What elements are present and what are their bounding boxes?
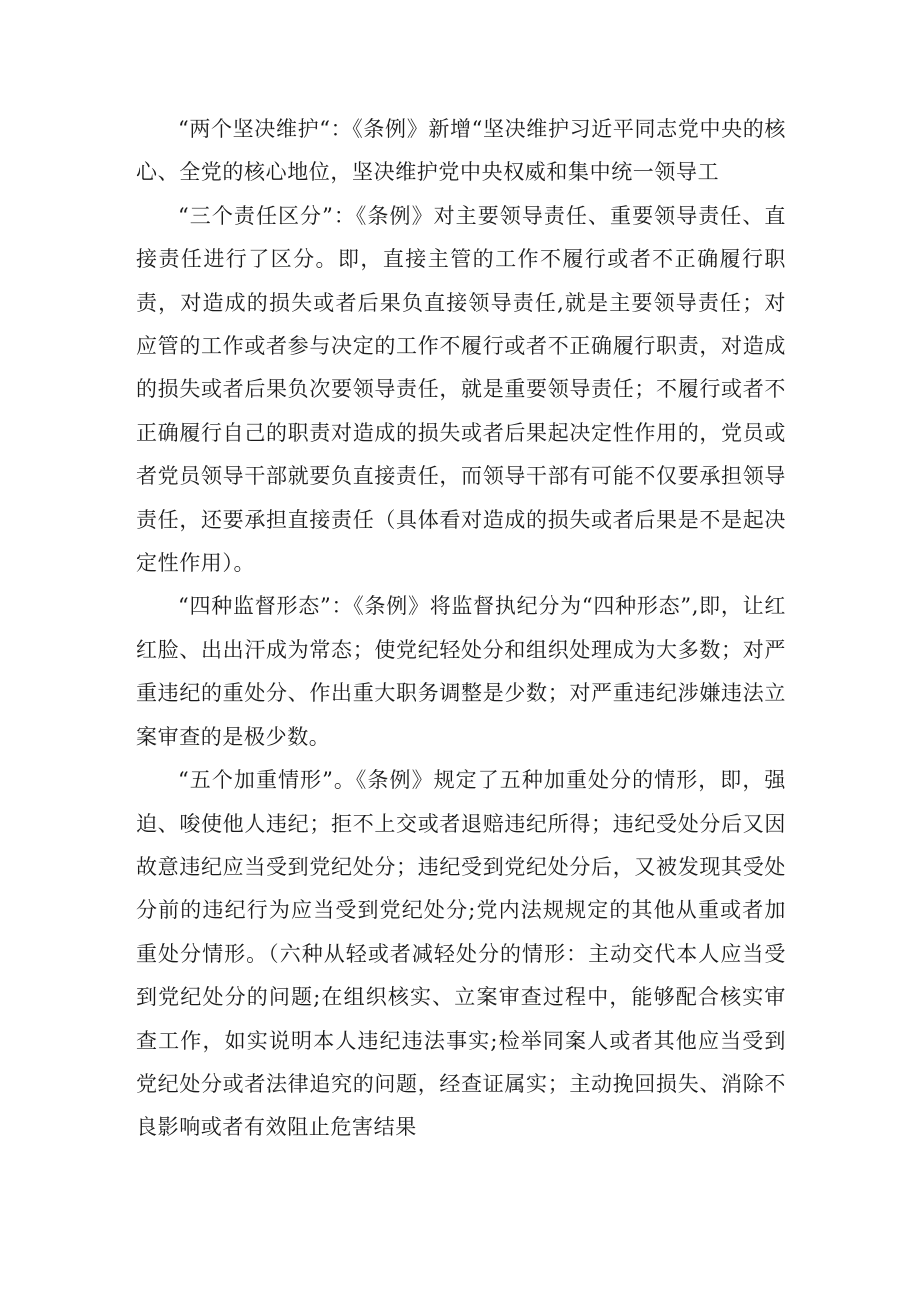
paragraph-five-aggravating-circumstances: “五个加重情形”。《条例》规定了五种加重处分的情形，即，强迫、唆使他人违纪；拒不上交或者退赔违纪所得；违纪受处分后又因故意违纪应当受到党纪处分；违纪受到党纪处分后，又被发现其受处分前的违纪行为应当受到党纪处分;党内法规规定的其他从重或者加重处分情形。（六种从轻或者减轻处分的情形：主动交代本人应当受到党纪处分的问题;在组织核实、立案审查过程中，能够配合核实审查工作，如实说明本人违纪违法事实;检举同案人或者其他应当受到党纪处分或者法律追究的问题，经查证属实；主动挽回损失、消除不良影响或者有效阻止危害结果 bbox=[136, 768, 786, 1140]
paragraph-three-responsibility-distinctions: “三个责任区分”：《条例》对主要领导责任、重要领导责任、直接责任进行了区分。即，直接主管的工作不履行或者不正确履行职责，对造成的损失或者后果负直接领导责任,就是主要领导责任；对应管的工作或者参与决定的工作不履行或者不正确履行职责，对造成的损失或者后果负次要领导责任，就是重要领导责任；不履行或者不正确履行自己的职责对造成的损失或者后果起决定性作用的，党员或者党员领导干部就要负直接责任，而领导干部有可能不仅要承担领导责任，还要承担直接责任（具体看对造成的损失或者后果是不是起决定性作用）。 bbox=[136, 203, 786, 576]
paragraph-two-resolute-safeguards: “两个坚决维护“：《条例》新增“坚决维护习近平同志党中央的核心、全党的核心地位，坚决维护党中央权威和集中统一领导工 bbox=[136, 117, 786, 185]
paragraph-four-supervision-forms: “四种监督形态”：《条例》将监督执纪分为“四种形态”,即，让红红脸、出出汗成为常态；使党纪轻处分和组织处理成为大多数；对严重违纪的重处分、作出重大职务调整是少数；对严重违纪涉嫌违法立案审查的是极少数。 bbox=[136, 594, 786, 749]
document-body bbox=[136, 108, 786, 1150]
